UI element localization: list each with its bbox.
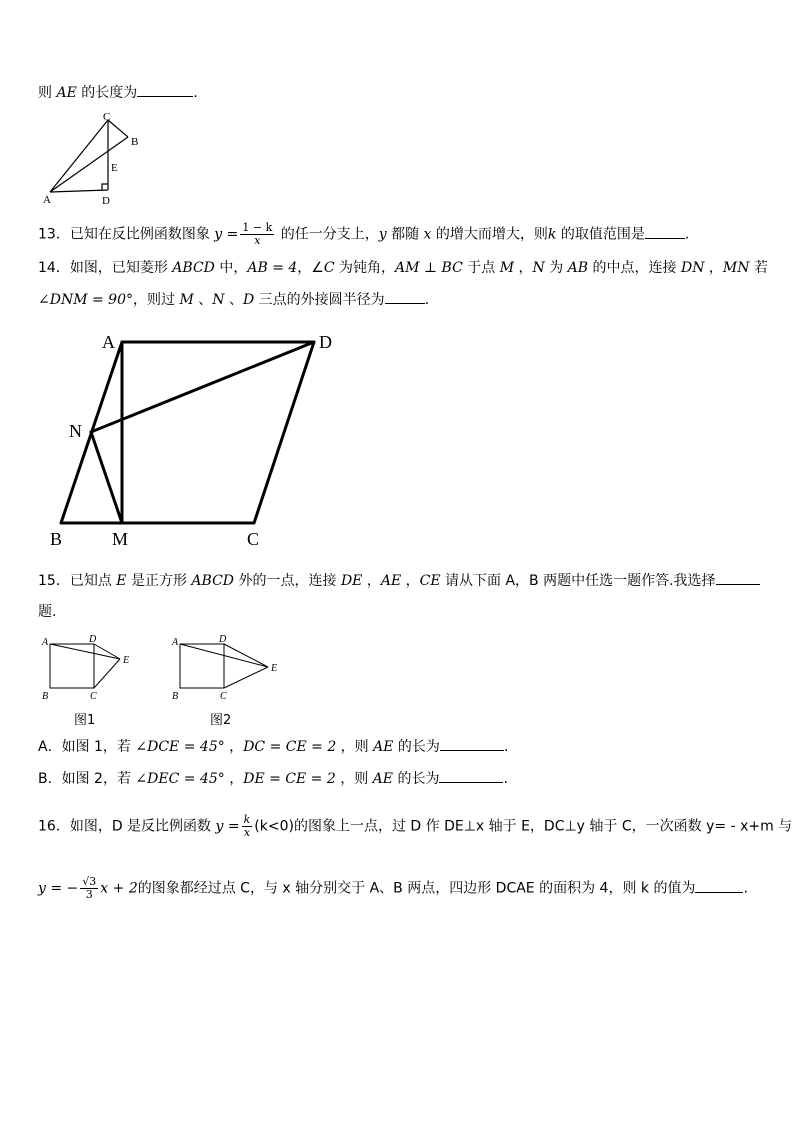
q15-text: 请从下面 A，B 两题中任选一题作答.我选择	[440, 573, 716, 589]
q15-opt-b-text: ，则	[335, 771, 373, 787]
q14-label-n: N	[69, 421, 82, 441]
q12-label-b: B	[131, 136, 139, 148]
q14-text: 为	[544, 260, 568, 276]
q14-var-n: N	[532, 260, 545, 276]
q14-text: 为钝角，	[334, 260, 396, 276]
q15-line1	[38, 570, 760, 591]
q15-text: ，	[401, 573, 420, 589]
q15-opt-a-angle: ∠DCE = 45°	[135, 739, 225, 755]
q13-var-k: k	[547, 226, 557, 243]
q14-var-m: M	[179, 292, 194, 308]
q15-figure-2	[168, 632, 288, 707]
q15-opt-b-text: 的长为	[393, 771, 440, 787]
q15-f1-label-c: C	[90, 691, 97, 702]
q14-answer-blank[interactable]	[385, 289, 425, 304]
q14-label-d: D	[319, 332, 332, 352]
q15-f2-label-e: E	[271, 663, 278, 674]
q15-f2-label-d: D	[219, 634, 227, 645]
q15-opt-a-answer-blank[interactable]	[440, 736, 504, 751]
q16-y-eq: y =	[215, 818, 240, 835]
q15-f2-label-a: A	[172, 637, 179, 648]
q16-frac-den: x	[243, 826, 251, 839]
q15-option-a	[38, 736, 508, 757]
q15-var-de: DE	[340, 573, 363, 589]
q15-opt-a-text: A．如图 1，若	[38, 739, 136, 755]
q13-frac-num: 1 − k	[242, 221, 273, 234]
q15-line2	[38, 602, 56, 622]
q13-text: 都随	[386, 226, 424, 243]
q15-opt-a-text: 的长为	[393, 739, 440, 755]
q13-text: 的取值范围是	[556, 226, 645, 243]
q13-fraction	[240, 222, 274, 247]
q12-label-e: E	[111, 162, 118, 174]
q12-var-ae: AE	[56, 85, 77, 101]
q15-opt-a-lengths: DC = CE = 2	[243, 739, 337, 755]
q16-frac-num: k	[243, 813, 251, 826]
q12-end: .	[193, 85, 198, 101]
q15-opt-b-lengths: DE = CE = 2	[243, 771, 336, 787]
q16-fraction	[242, 814, 253, 839]
q15-text: 题.	[38, 604, 57, 620]
q12-label-d: D	[102, 195, 110, 207]
q15-f1-label-b: B	[42, 691, 49, 702]
q16-line2-fraction	[80, 876, 98, 901]
q16-text: 如图，D 是反比例函数	[69, 818, 216, 835]
q14-var-c: C	[323, 260, 335, 276]
q14-text: 、	[224, 292, 243, 308]
q15-opt-b-answer-blank[interactable]	[439, 768, 503, 783]
q13-text: 的增大而增大，则	[431, 226, 548, 243]
q14-text: 的中点，连接	[588, 260, 681, 276]
q14-text: 、	[193, 292, 213, 308]
q14-text: 三点的外接圆半径为	[254, 292, 385, 308]
q15-f2-label-c: C	[220, 691, 227, 702]
q15-opt-b-text: B．如图 2，若	[38, 771, 136, 787]
q14-text: 于点	[462, 260, 500, 276]
q14-label-m: M	[112, 529, 129, 549]
q14-text: ，	[514, 260, 533, 276]
q13-var-x: x	[423, 226, 432, 243]
q12-tail-line	[38, 82, 198, 103]
q16-answer-blank[interactable]	[695, 878, 743, 893]
q15-f1-label-d: D	[89, 634, 97, 645]
q15-f1-label-a: A	[42, 637, 49, 648]
q14-ab-eq: AB = 4	[247, 260, 298, 276]
q12-label-a: A	[43, 194, 51, 206]
q14-figure	[40, 325, 350, 555]
q14-var-mn: MN	[722, 260, 750, 276]
q15-opt-b-end: .	[503, 771, 508, 787]
q14-line1	[38, 258, 768, 278]
q15-text: 外的一点，连接	[234, 573, 341, 589]
q16-line2-frac-num: √3	[82, 875, 97, 888]
q14-text: 若	[749, 260, 768, 276]
q14-var-m: M	[499, 260, 515, 276]
q14-text: ，则过	[133, 292, 180, 308]
q12-text: 则	[38, 85, 57, 101]
q14-end: .	[424, 292, 430, 308]
q16-line2-y: y = −	[38, 880, 79, 897]
q15-figure-1	[38, 632, 148, 707]
q15-figure-1-caption: 图1	[74, 713, 96, 728]
q14-label-c: C	[247, 529, 260, 549]
q14-var-abcd: ABCD	[172, 260, 215, 276]
q16-end: .	[743, 880, 748, 897]
q15-text: 已知点	[69, 573, 117, 589]
q16-line2-x: x + 2	[100, 880, 138, 897]
q14-text: 如图，已知菱形	[69, 260, 173, 276]
q15-text: ，	[362, 573, 381, 589]
q15-opt-a-text: ，则	[336, 739, 374, 755]
q15-text: 是正方形	[126, 573, 192, 589]
q13-text: 已知在反比例函数图象	[69, 226, 215, 243]
q13-text: 的任一分支上，	[276, 226, 379, 243]
q15-choice-blank[interactable]	[716, 570, 760, 585]
q15-f2-label-b: B	[172, 691, 179, 702]
q16-text: 的图象上一点，过 D 作 DE⊥x 轴于 E，DC⊥y 轴于 C，一次函数 y= - x+m 与	[293, 818, 793, 835]
q16-line2-frac-den: 3	[85, 888, 93, 901]
q13-end: .	[684, 226, 690, 243]
q14-text: ，∠	[297, 260, 324, 276]
q14-label-b: B	[50, 529, 63, 549]
q15-opt-a-var-ae: AE	[373, 739, 394, 755]
q14-line2	[38, 289, 429, 310]
q15-var-abcd: ABCD	[191, 573, 235, 589]
q16-line2	[38, 876, 748, 901]
q15-var-e: E	[116, 573, 127, 589]
q13-var-y: y	[378, 226, 387, 243]
q14-angle-dnm: ∠DNM = 90°	[38, 292, 133, 308]
q12-figure	[38, 110, 158, 210]
q15-option-b	[38, 768, 508, 789]
q14-var-ab: AB	[567, 260, 589, 276]
q13-answer-blank[interactable]	[645, 224, 685, 239]
q13-line	[38, 222, 689, 247]
q15-figure-2-caption: 图2	[210, 713, 232, 728]
q16-line1	[38, 814, 792, 839]
q15-opt-b-text: ，	[224, 771, 244, 787]
q13-y-eq: y =	[214, 226, 239, 243]
q12-label-c: C	[103, 111, 111, 123]
q14-label-a: A	[102, 332, 115, 352]
q15-f1-label-e: E	[123, 655, 130, 666]
q14-text: ，	[704, 260, 723, 276]
q15-opt-b-angle: ∠DEC = 45°	[135, 771, 225, 787]
q16-number: 16．	[38, 818, 70, 835]
q15-number: 15．	[38, 573, 70, 589]
q14-var-d: D	[242, 292, 255, 308]
q15-var-ae: AE	[380, 573, 402, 589]
q13-frac-den: x	[254, 234, 261, 247]
q13-number: 13．	[38, 226, 70, 243]
q14-text: 中，	[214, 260, 248, 276]
q15-opt-b-var-ae: AE	[372, 771, 394, 787]
q16-text: 的图象都经过点 C，与 x 轴分别交于 A、B 两点，四边形 DCAE 的面积为 4，则 k 的值为	[137, 880, 696, 897]
q14-number: 14．	[38, 260, 70, 276]
q14-var-dn: DN	[680, 260, 705, 276]
q15-opt-a-text: ，	[224, 739, 244, 755]
q12-text: 的长度为	[76, 85, 138, 101]
q14-var-n: N	[212, 292, 225, 308]
q15-var-ce: CE	[419, 573, 441, 589]
q12-answer-blank[interactable]	[137, 82, 193, 97]
q14-am-perp-bc: AM ⊥ BC	[395, 260, 463, 276]
q15-opt-a-end: .	[503, 739, 509, 755]
q16-condition: (k<0)	[254, 818, 294, 835]
